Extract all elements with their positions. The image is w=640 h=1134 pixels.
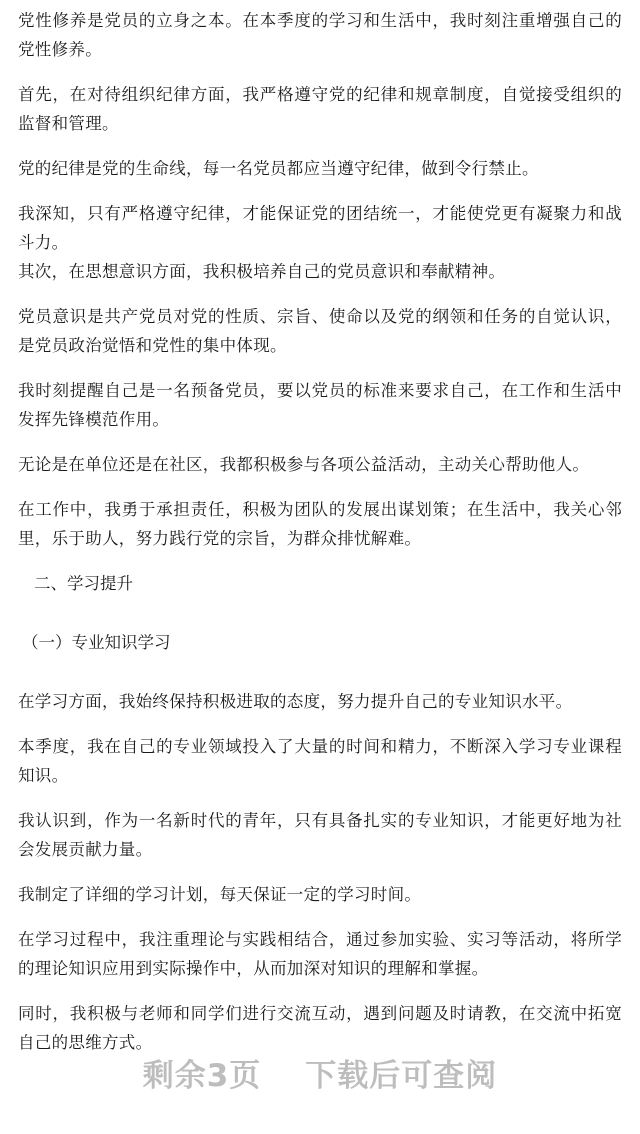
- paragraph-self-reminder: 我时刻提醒自己是一名预备党员，要以党员的标准来要求自己，在工作和生活中发挥先锋模范作用。: [18, 381, 622, 429]
- remaining-pages-label: 剩余3页: [142, 1058, 262, 1094]
- paragraph-party-spirit: 党性修养是党员的立身之本。在本季度的学习和生活中，我时刻注重增强自己的党性修养。: [18, 11, 622, 59]
- section-heading: 二、学习提升: [34, 574, 133, 593]
- paragraph-study-recognition: 我认识到，作为一名新时代的青年，只有具备扎实的专业知识，才能更好地为社会发展贡献力量。: [18, 811, 622, 859]
- paragraph-work-life: 在工作中，我勇于承担责任，积极为团队的发展出谋划策；在生活中，我关心邻里，乐于助人，努力践行党的宗旨，为群众排忧解难。: [18, 500, 622, 548]
- paragraph-study-exchange: 同时，我积极与老师和同学们进行交流互动，遇到问题及时请教，在交流中拓宽自己的思维方式。: [18, 1004, 622, 1052]
- paragraph-public-welfare: 无论是在单位还是在社区，我都积极参与各项公益活动，主动关心帮助他人。: [18, 455, 590, 474]
- paragraph-study-plan: 我制定了详细的学习计划，每天保证一定的学习时间。: [18, 885, 422, 904]
- paragraph-discipline-intro: 首先，在对待组织纪律方面，我严格遵守党的纪律和规章制度，自觉接受组织的监督和管理。: [18, 85, 622, 133]
- paragraph-study-investment: 本季度，我在自己的专业领域投入了大量的时间和精力，不断深入学习专业课程知识。: [18, 737, 622, 785]
- paragraph-ideology-intro: 其次，在思想意识方面，我积极培养自己的党员意识和奉献精神。: [18, 262, 506, 281]
- paragraph-member-awareness: 党员意识是共产党员对党的性质、宗旨、使命以及党的纲领和任务的自觉认识，是党员政治觉悟和党性的集中体现。: [18, 307, 622, 355]
- paragraph-discipline-unity: 我深知，只有严格遵守纪律，才能保证党的团结统一，才能使党更有凝聚力和战斗力。: [18, 204, 622, 252]
- download-banner[interactable]: [0, 1050, 640, 1095]
- subsection-heading: （一）专业知识学习: [22, 633, 171, 652]
- download-prompt-label: 下载后可查阅: [305, 1058, 498, 1094]
- paragraph-study-attitude: 在学习方面，我始终保持积极进取的态度，努力提升自己的专业知识水平。: [18, 692, 573, 711]
- paragraph-discipline-lifeline: 党的纪律是党的生命线，每一名党员都应当遵守纪律，做到令行禁止。: [18, 159, 539, 178]
- paragraph-study-practice: 在学习过程中，我注重理论与实践相结合，通过参加实验、实习等活动，将所学的理论知识应用到实际操作中，从而加深对知识的理解和掌握。: [18, 930, 622, 978]
